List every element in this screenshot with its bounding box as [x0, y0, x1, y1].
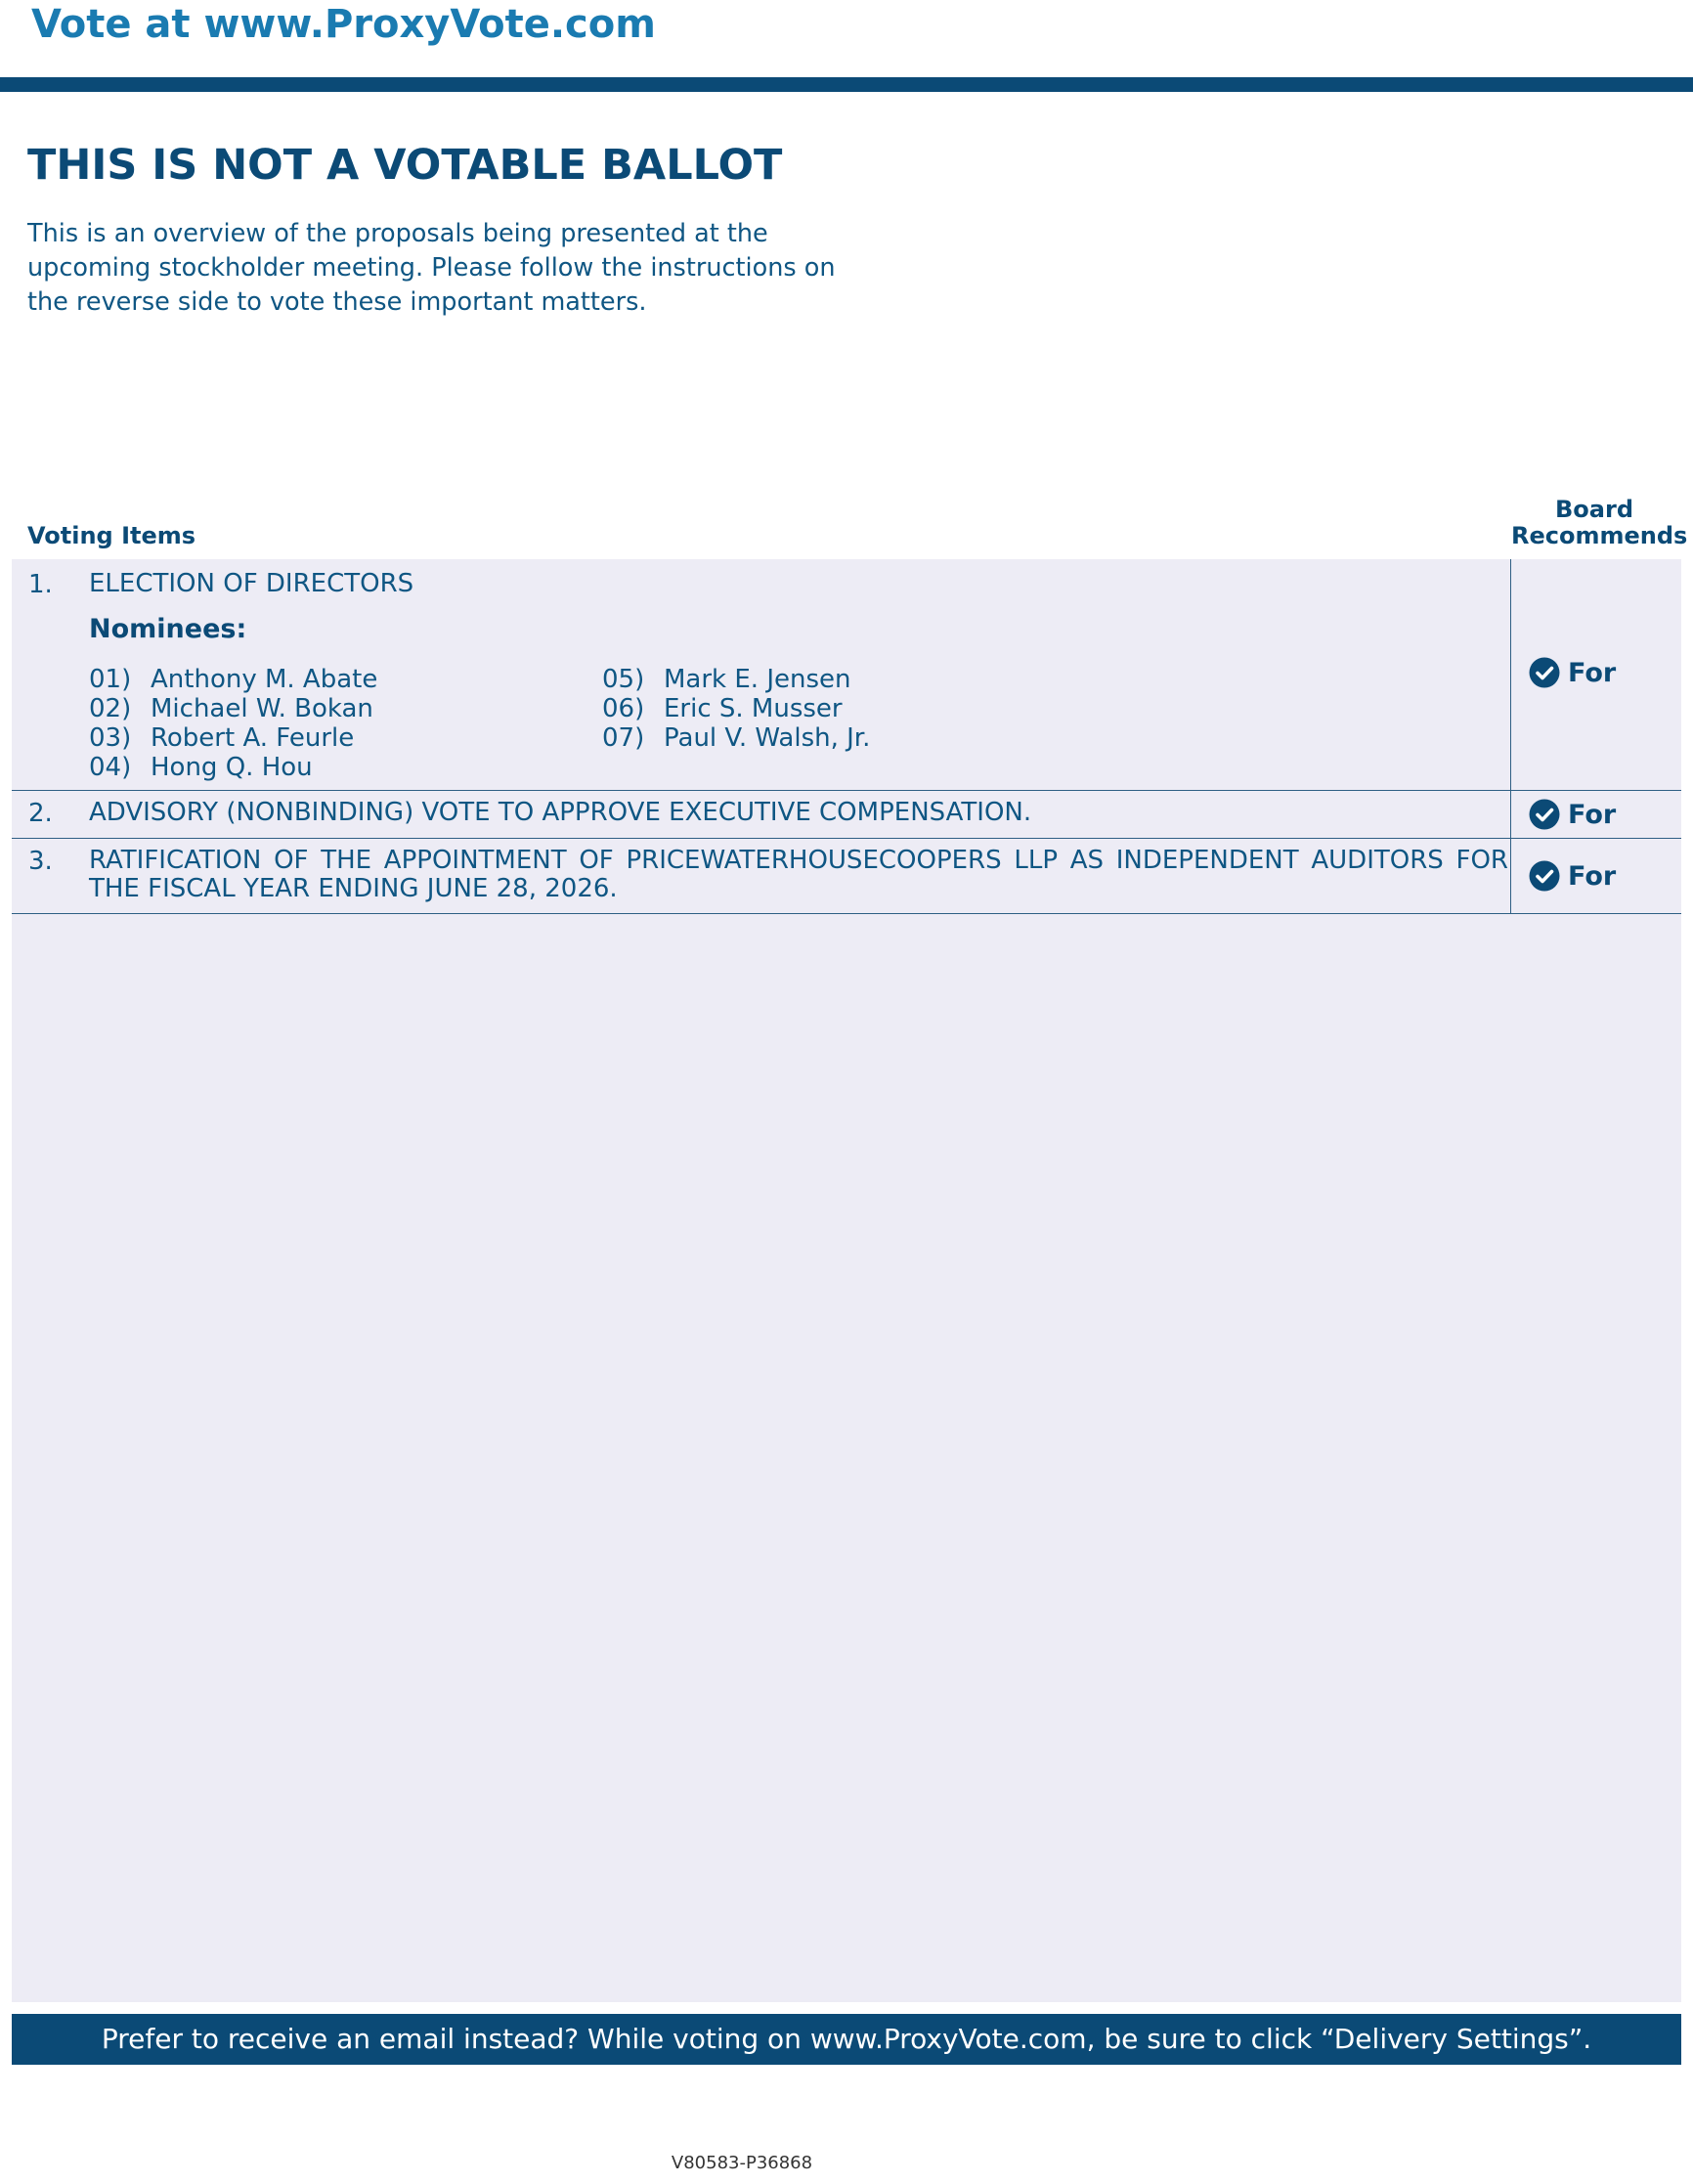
item-title: ELECTION OF DIRECTORS: [89, 569, 414, 598]
recommendation-cell: [1510, 839, 1682, 913]
header-divider: [0, 77, 1693, 92]
recommendation: [1529, 860, 1616, 892]
proxyvote-header-link[interactable]: Vote at www.ProxyVote.com: [31, 2, 656, 47]
item-number: 3.: [28, 847, 53, 876]
nominee-number: 01): [89, 665, 132, 694]
nominee-name: Michael W. Bokan: [151, 694, 373, 723]
recommendation-label: For: [1568, 799, 1617, 830]
voting-item-row-1: [12, 559, 1681, 791]
nominees-column-left: [89, 665, 377, 782]
item-title: ADVISORY (NONBINDING) VOTE TO APPROVE EXECUTIVE COMPENSATION.: [89, 798, 1032, 827]
intro-line: the reverse side to vote these important matters.: [27, 287, 647, 317]
nominee-name: Paul V. Walsh, Jr.: [664, 723, 871, 753]
nominee-item: [89, 694, 377, 723]
check-circle-icon: [1529, 860, 1560, 892]
recommendation-label: For: [1568, 860, 1617, 892]
voting-items-panel: [12, 559, 1681, 2002]
nominee-number: 07): [602, 723, 645, 753]
nominee-number: 06): [602, 694, 645, 723]
voting-items-header: Voting Items: [27, 522, 196, 549]
item-title: RATIFICATION OF THE APPOINTMENT OF PRICEWATERHOUSECOOPERS LLP AS INDEPENDENT AUDITORS FOR THE FISCAL YEAR ENDING JUNE 28, 2026.: [89, 846, 1508, 903]
nominees-column-right: [602, 665, 870, 753]
intro-paragraph: [27, 217, 848, 320]
nominee-item: [602, 694, 870, 723]
nominee-name: Eric S. Musser: [664, 694, 843, 723]
nominee-name: Robert A. Feurle: [151, 723, 355, 753]
nominee-number: 02): [89, 694, 132, 723]
board-header-line: Recommends: [1511, 522, 1688, 549]
nominee-number: 05): [602, 665, 645, 694]
item-number: 1.: [28, 570, 53, 599]
intro-line: upcoming stockholder meeting. Please follow the instructions on: [27, 253, 836, 283]
recommendation: [1529, 657, 1616, 688]
check-circle-icon: [1529, 657, 1560, 688]
nominee-item: [89, 723, 377, 753]
board-header-line: Board: [1555, 496, 1633, 523]
page-title: THIS IS NOT A VOTABLE BALLOT: [27, 141, 783, 190]
nominee-item: [89, 665, 377, 694]
nominee-item: [602, 723, 870, 753]
nominee-item: [89, 753, 377, 782]
recommendation-cell: [1510, 791, 1682, 838]
voting-item-row-2: [12, 791, 1681, 839]
nominee-item: [602, 665, 870, 694]
nominee-name: Anthony M. Abate: [151, 665, 378, 694]
document-code: V80583-P36868: [671, 2153, 813, 2173]
nominee-name: Mark E. Jensen: [664, 665, 851, 694]
recommendation-label: For: [1568, 657, 1617, 688]
voting-item-row-3: [12, 839, 1681, 914]
recommendation-cell: [1510, 559, 1682, 790]
nominee-number: 03): [89, 723, 132, 753]
board-recommends-header: [1511, 496, 1688, 549]
nominees-label: Nominees:: [89, 614, 247, 644]
delivery-settings-banner: Prefer to receive an email instead? While voting on www.ProxyVote.com, be sure to click “Delivery Settings”.: [12, 2014, 1681, 2065]
check-circle-icon: [1529, 799, 1560, 830]
nominee-name: Hong Q. Hou: [151, 753, 313, 782]
item-number: 2.: [28, 799, 53, 828]
recommendation: [1529, 799, 1616, 830]
intro-line: This is an overview of the proposals being presented at the: [27, 219, 768, 248]
nominee-number: 04): [89, 753, 132, 782]
